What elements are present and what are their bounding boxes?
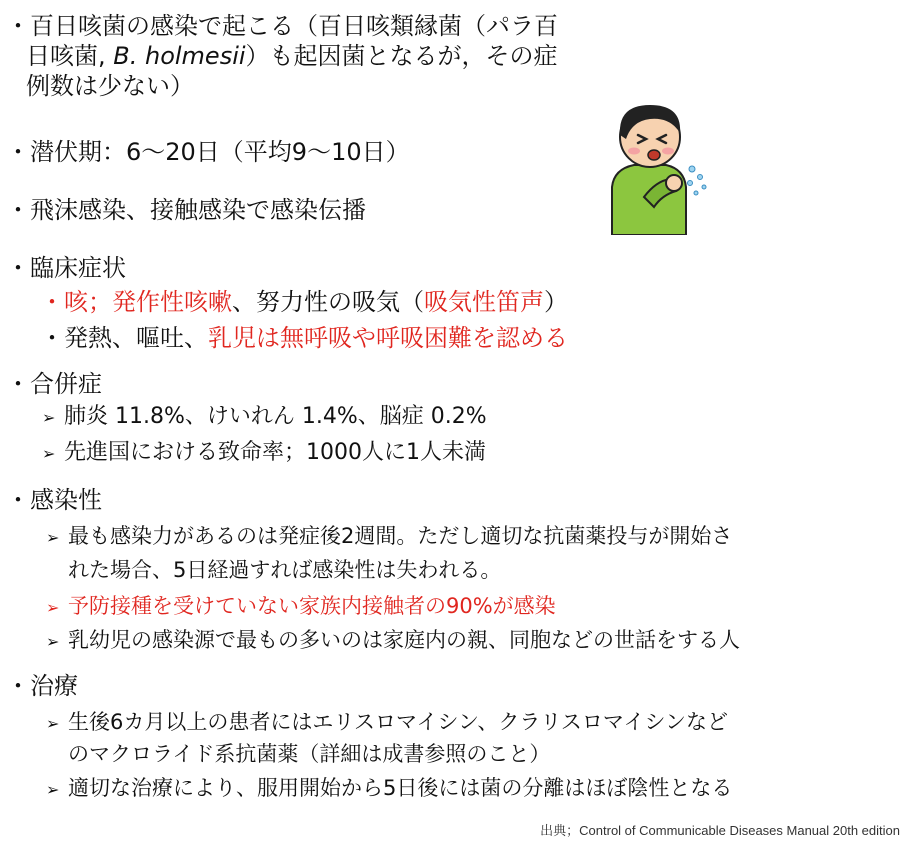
line-transmission: ・飛沫感染、接触感染で感染伝播 (6, 196, 366, 224)
line-cause-2c: ）も起因菌となるが，その症 (245, 42, 558, 70)
line-incubation: ・潜伏期：6〜20日（平均9〜10日） (6, 138, 410, 166)
symptom-infant: 乳児は無呼吸や呼吸困難を認める (208, 324, 568, 352)
arrow-icon: ➢ (46, 632, 60, 651)
treatment-outcome-text: 適切な治療により、服用開始から5日後には菌の分離はほぼ陰性となる (68, 776, 733, 800)
symptom-cough (40, 290, 568, 314)
complication-rates-text: 肺炎 11.8%、けいれん 1.4%、脳症 0.2% (64, 404, 487, 429)
symptom-whoop: 吸気性笛声 (424, 288, 544, 316)
line-cause-3: 例数は少ない） (26, 72, 194, 100)
line-cause-2 (26, 44, 558, 68)
treatment-outcome (46, 778, 732, 799)
symptom-cough-red: ・咳；発作性咳嗽 (40, 288, 232, 316)
heading-treatment: ・治療 (6, 672, 78, 700)
heading-infectivity: ・感染性 (6, 486, 102, 514)
infection-source (46, 630, 740, 651)
coughing-person-icon (604, 95, 714, 235)
line-cause-2a: 日咳菌, (26, 42, 114, 70)
arrow-icon: ➢ (46, 598, 60, 617)
heading-complications: ・合併症 (6, 370, 102, 398)
household-infection-text: 予防接種を受けていない家族内接触者の90%が感染 (68, 594, 556, 618)
symptom-fever-a: ・発熱、嘔吐、 (40, 324, 208, 352)
infection-source-text: 乳幼児の感染源で最もの多いのは家庭内の親、同胞などの世話をする人 (68, 628, 740, 652)
household-infection (46, 596, 556, 617)
complication-rates (42, 406, 487, 428)
arrow-icon: ➢ (42, 444, 56, 463)
source-citation: 出典；Control of Communicable Diseases Manual 20th edition (540, 823, 900, 838)
arrow-icon: ➢ (46, 714, 60, 733)
arrow-icon: ➢ (46, 528, 60, 547)
infectivity-period (46, 526, 732, 547)
treatment-antibiotics-2: のマクロライド系抗菌薬（詳細は成書参照のこと） (68, 742, 551, 766)
treatment-antibiotics-text: 生後6カ月以上の患者にはエリスロマイシン、クラリスロマイシンなど (68, 710, 728, 734)
symptom-cough-end: ） (544, 288, 568, 316)
bacterium-name: B. holmesii (113, 42, 246, 70)
treatment-antibiotics (46, 712, 728, 733)
symptom-fever (40, 326, 568, 350)
line-cause: ・百日咳菌の感染で起こる（百日咳類縁菌（パラ百 (6, 12, 558, 40)
infectivity-period-2: れた場合、5日経過すれば感染性は失われる。 (68, 558, 502, 582)
arrow-icon: ➢ (42, 408, 56, 427)
infectivity-period-text: 最も感染力があるのは発症後2週間。ただし適切な抗菌薬投与が開始さ (68, 524, 733, 548)
heading-symptoms: ・臨床症状 (6, 254, 126, 282)
fatality-rate-text: 先進国における致命率；1000人に1人未満 (64, 440, 486, 465)
fatality-rate (42, 442, 486, 464)
symptom-cough-mid: 、努力性の吸気（ (232, 288, 424, 316)
arrow-icon: ➢ (46, 780, 60, 799)
